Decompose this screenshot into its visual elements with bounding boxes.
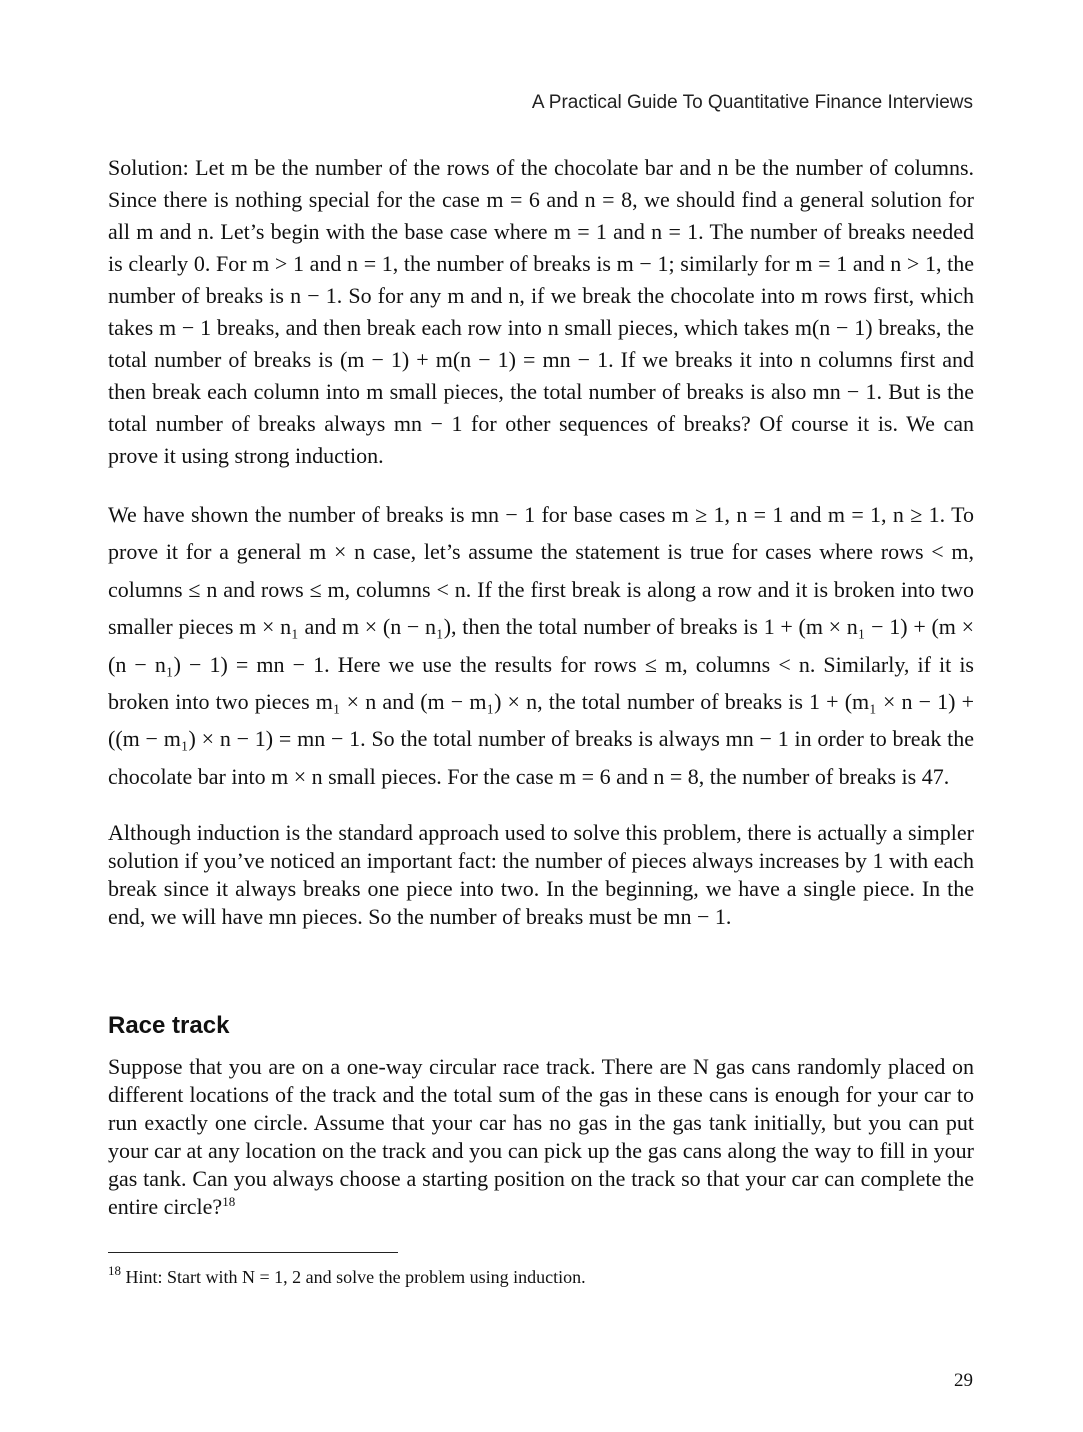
section-heading-race-track: Race track	[108, 1012, 230, 1039]
footnote-reference: 18	[222, 1194, 236, 1209]
page-number: 29	[954, 1370, 973, 1391]
footnote	[108, 1265, 974, 1289]
alternative-solution-paragraph: Although induction is the standard approach used to solve this problem, there is actually a simpler solution if you’ve noticed an important fact: the number of pieces always increases by 1 with each break since it always breaks one piece into two. In the beginning, we have a single piece. In the end, we will have mn pieces. So the number of breaks must be mn − 1.	[108, 820, 974, 929]
solution-paragraph: Solution: Let m be the number of the rows of the chocolate bar and n be the number of columns. Since there is nothing special for the case m = 6 and n = 8, we should find a general solution for all m and n. Let’s begin with the base case where m = 1 and n = 1. The number of breaks needed is clearly 0. For m > 1 and n = 1, the number of breaks is m − 1; similarly for m = 1 and n > 1, the number of breaks is n − 1. So for any m and n, if we break the chocolate into m rows first, which takes m − 1 breaks, and then break each row into n small pieces, which takes m(n − 1) breaks, the total number of breaks is (m − 1) + m(n − 1) = mn − 1. If we breaks it into n columns first and then break each column into m small pieces, the total number of breaks is also mn − 1. But is the total number of breaks always mn − 1 for other sequences of breaks? Of course it is. We can prove it using strong induction.	[108, 155, 974, 468]
race-track-problem-text: Suppose that you are on a one-way circular race track. There are N gas cans randomly placed on different locations of the track and the total sum of the gas in these cans is enough for your car to run exactly one circle. Assume that your car has no gas in the gas tank initially, but you can put your car at any location on the track and you can pick up the gas cans along the way to fill in your gas tank. Can you always choose a starting position on the track so that your car can complete the entire circle?	[108, 1054, 974, 1219]
footnote-marker: 18	[108, 1263, 121, 1278]
induction-paragraph: We have shown the number of breaks is mn − 1 for base cases m ≥ 1, n = 1 and m = 1, n ≥ 1. To prove it for a general m × n case, let’s assume the statement is true for cases where rows < m, columns ≤ n and rows ≤ m, columns < n. If the first break is along a row and it is broken into two smaller pieces m × n₁ and m × (n − n₁), then the total number of breaks is 1 + (m × n₁ − 1) + (m × (n − n₁) − 1) = mn − 1. Here we use the results for rows ≤ m, columns < n. Similarly, if it is broken into two pieces m₁ × n and (m − m₁) × n, the total number of breaks is 1 + (m₁ × n − 1) + ((m − m₁) × n − 1) = mn − 1. So the total number of breaks is always mn − 1 in order to break the chocolate bar into m × n small pieces. For the case m = 6 and n = 8, the number of breaks is 47.	[108, 502, 974, 789]
race-track-problem-paragraph	[108, 1053, 974, 1221]
running-header: A Practical Guide To Quantitative Finance Interviews	[531, 92, 973, 113]
footnote-divider	[108, 1252, 398, 1253]
footnote-text: Hint: Start with N = 1, 2 and solve the problem using induction.	[125, 1267, 586, 1287]
